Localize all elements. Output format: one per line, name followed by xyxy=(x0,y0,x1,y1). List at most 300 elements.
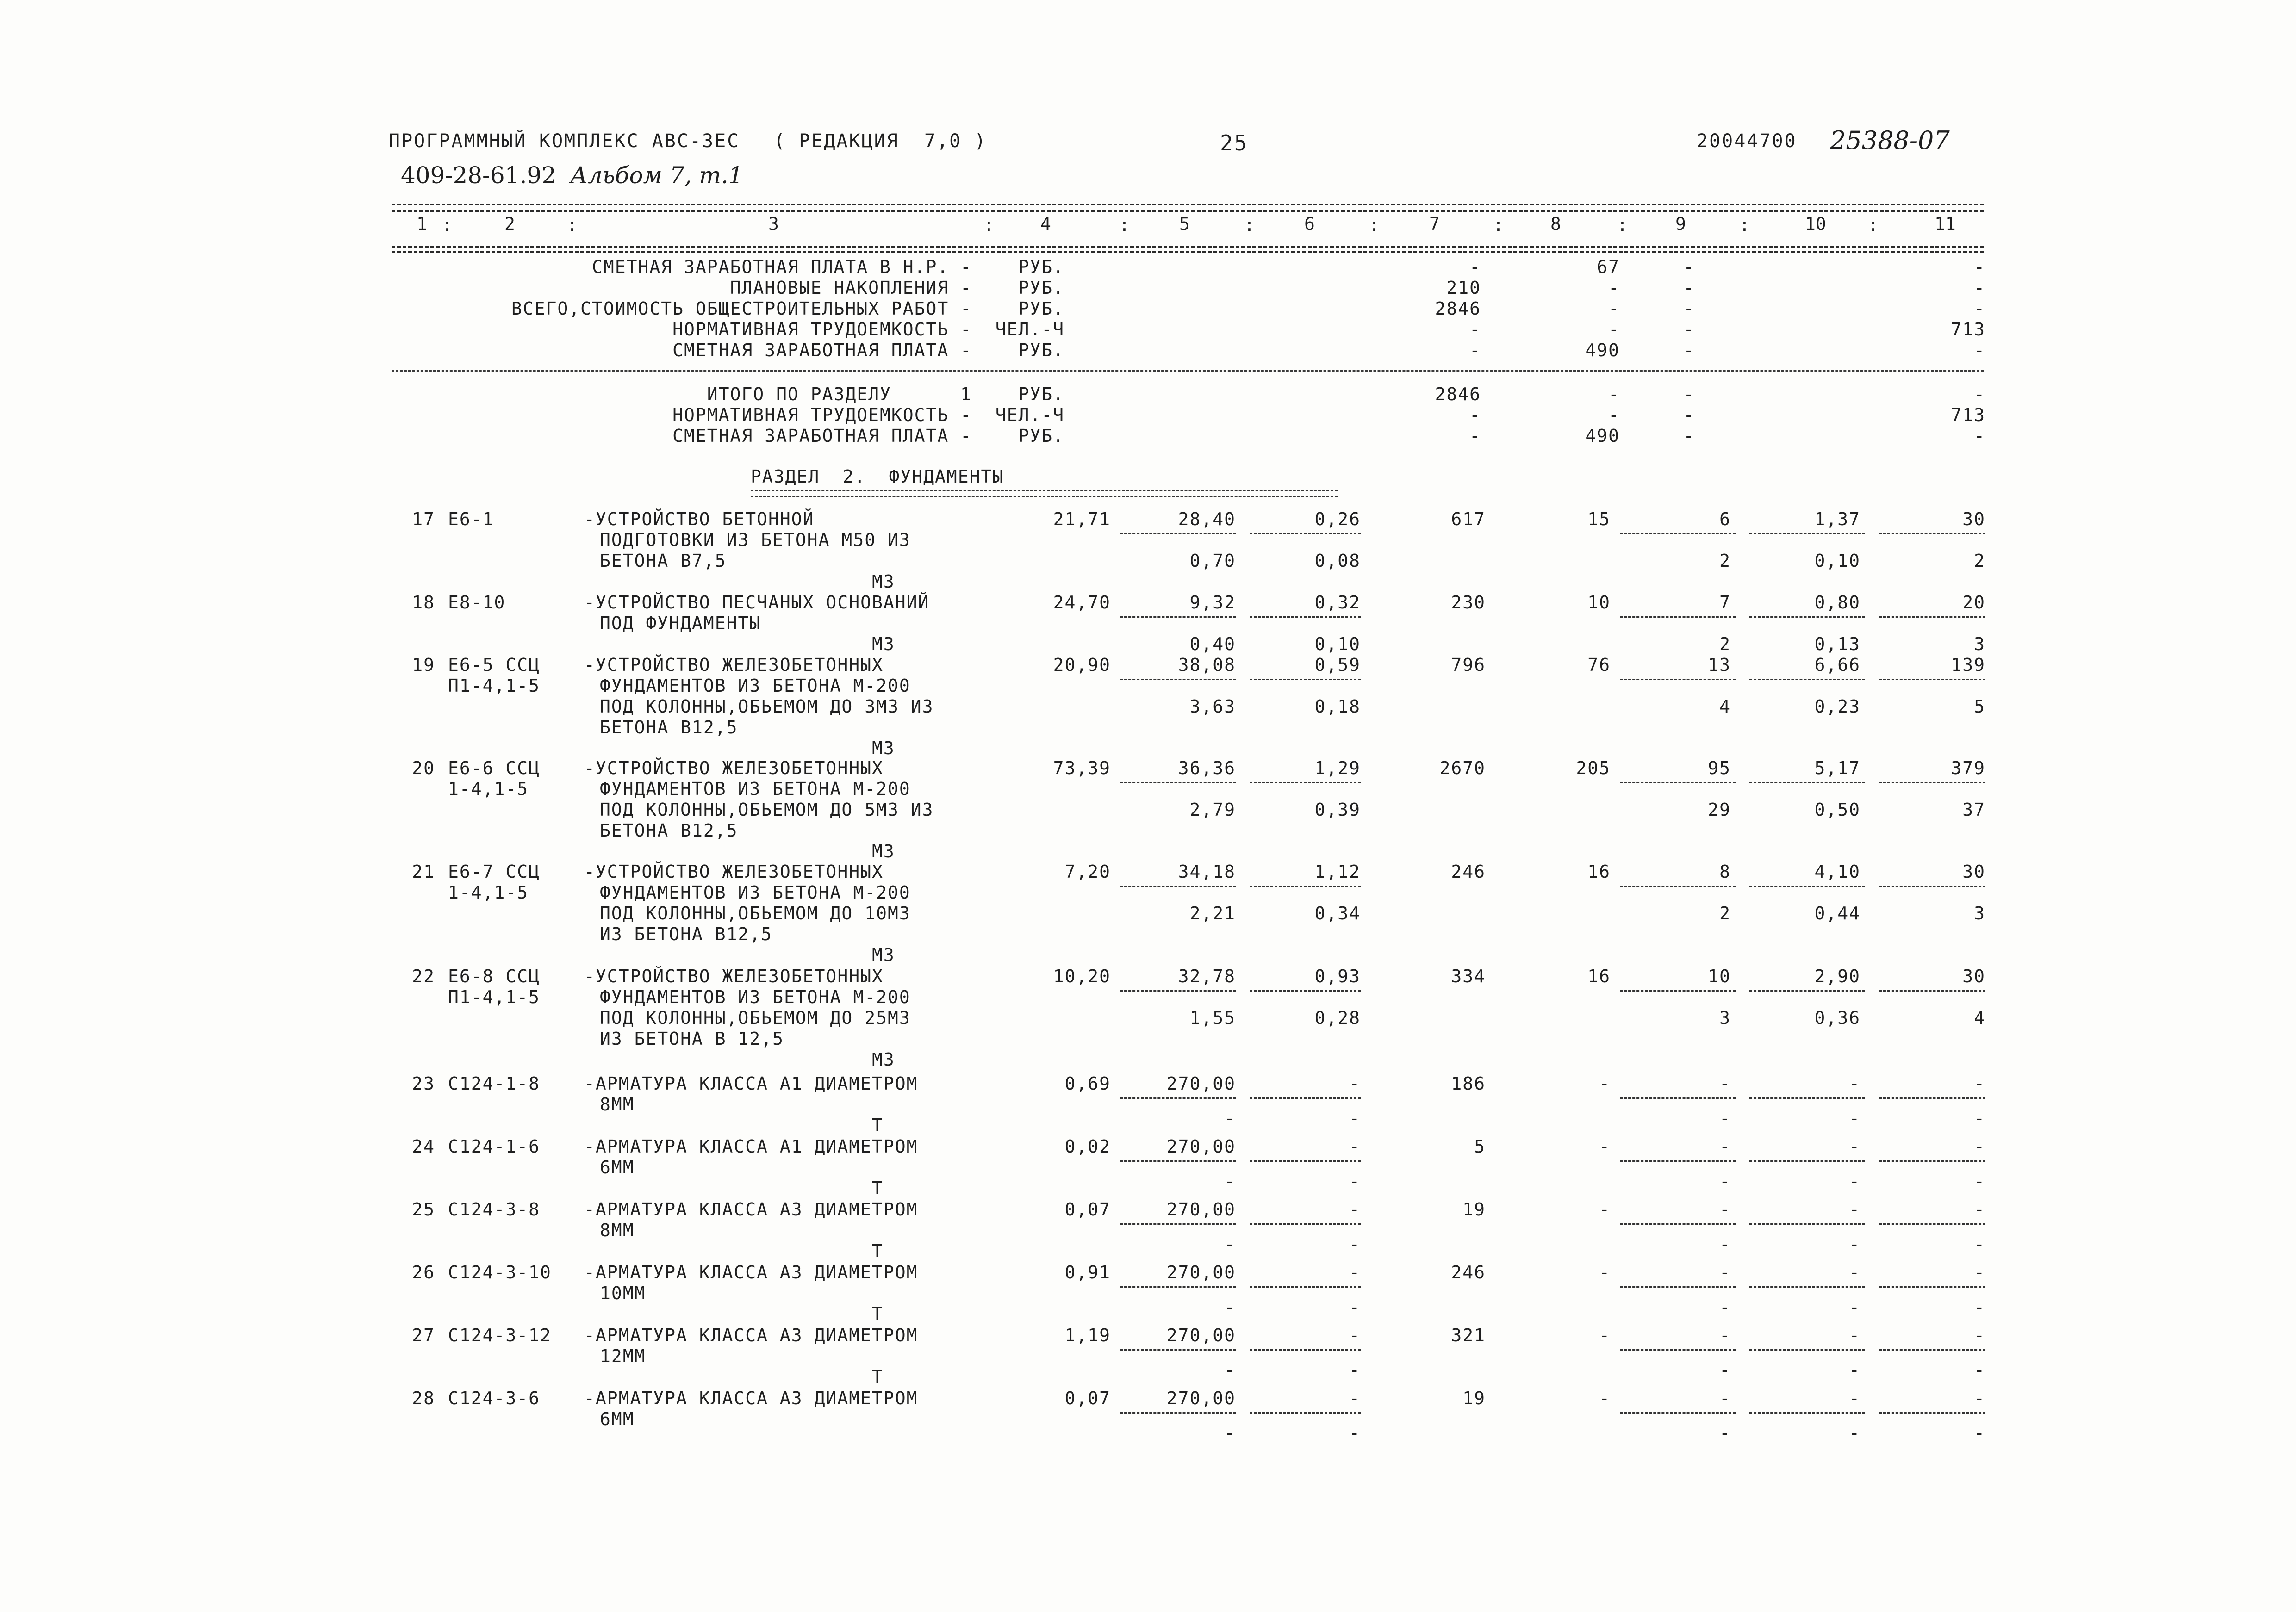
row-col9-lower: - xyxy=(1719,1360,1731,1380)
summary-col11: 713 xyxy=(1951,319,1985,340)
row-col5-lower: - xyxy=(1224,1171,1236,1191)
row-col11-upper: 30 xyxy=(1962,509,1985,529)
row-col6-divider xyxy=(1250,886,1361,887)
row-description: ПОД КОЛОННЫ,ОБЬЕМОМ ДО 5М3 ИЗ xyxy=(600,800,934,820)
row-col8: 16 xyxy=(1587,966,1611,986)
header-top-rule xyxy=(392,204,1984,205)
row-col11-lower: - xyxy=(1974,1423,1985,1443)
row-col6-divider xyxy=(1250,1412,1361,1414)
row-col4-quantity: 10,20 xyxy=(1053,966,1111,986)
row-col11-divider xyxy=(1879,990,1985,992)
row-col5-divider xyxy=(1120,990,1236,992)
row-col5-divider xyxy=(1120,1349,1236,1351)
summary-col9: - xyxy=(1683,278,1695,298)
column-separator: : xyxy=(1739,215,1750,235)
row-description: 12ММ xyxy=(600,1346,646,1366)
row-number: 17 xyxy=(412,509,435,529)
summary-unit: РУБ. xyxy=(1018,257,1064,277)
section-title: РАЗДЕЛ 2. ФУНДАМЕНТЫ xyxy=(751,466,1004,487)
row-col6-upper: - xyxy=(1349,1388,1361,1408)
row-col8: - xyxy=(1599,1325,1611,1345)
row-code: Е8-10 xyxy=(448,592,506,613)
row-col9-upper: 13 xyxy=(1708,655,1731,675)
row-col9-divider xyxy=(1620,1097,1736,1099)
row-col10-divider xyxy=(1749,1412,1865,1414)
row-unit: М3 xyxy=(872,738,895,758)
header-bottom-rule xyxy=(392,246,1984,248)
row-description: -УСТРОЙСТВО ЖЕЛЕЗОБЕТОННЫХ xyxy=(584,758,884,778)
row-unit: М3 xyxy=(872,1049,895,1070)
row-col9-lower: - xyxy=(1719,1171,1731,1191)
summary-col11: - xyxy=(1974,340,1985,360)
summary-col8: 67 xyxy=(1597,257,1620,277)
row-col5-upper: 38,08 xyxy=(1178,655,1236,675)
row-unit: М3 xyxy=(872,945,895,965)
row-col9-divider xyxy=(1620,1412,1736,1414)
summary-label: СМЕТНАЯ ЗАРАБОТНАЯ ПЛАТА - xyxy=(672,340,972,360)
row-col11-lower: 4 xyxy=(1974,1008,1985,1028)
row-col4-quantity: 0,69 xyxy=(1064,1073,1111,1094)
row-col10-lower: 0,50 xyxy=(1814,800,1860,820)
header-bottom-rule-2 xyxy=(392,251,1984,253)
row-description: -АРМАТУРА КЛАССА А3 ДИАМЕТРОМ xyxy=(584,1388,918,1408)
row-col10-upper: - xyxy=(1849,1073,1860,1094)
row-col6-divider xyxy=(1250,616,1361,618)
row-description: ФУНДАМЕНТОВ ИЗ БЕТОНА М-200 xyxy=(600,987,911,1007)
row-col11-divider xyxy=(1879,886,1985,887)
row-col9-lower: - xyxy=(1719,1423,1731,1443)
row-col5-upper: 270,00 xyxy=(1166,1262,1236,1283)
row-col5-lower: 2,21 xyxy=(1189,903,1236,924)
row-description: БЕТОНА В7,5 xyxy=(600,551,727,571)
summary-label: ПЛАНОВЫЕ НАКОПЛЕНИЯ - xyxy=(730,278,972,298)
summary-col8: - xyxy=(1608,278,1620,298)
row-description: ПОД КОЛОННЫ,ОБЬЕМОМ ДО 10М3 xyxy=(600,903,911,924)
row-col9-upper: 10 xyxy=(1708,966,1731,986)
row-col6-divider xyxy=(1250,1349,1361,1351)
row-col5-upper: 270,00 xyxy=(1166,1136,1236,1157)
row-description: -УСТРОЙСТВО ЖЕЛЕЗОБЕТОННЫХ xyxy=(584,966,884,986)
summary-col8: - xyxy=(1608,298,1620,319)
row-col10-divider xyxy=(1749,1349,1865,1351)
summary-col8: - xyxy=(1608,405,1620,425)
column-number-8: 8 xyxy=(1550,214,1561,234)
row-col10-lower: - xyxy=(1849,1360,1860,1380)
summary-col7: - xyxy=(1469,257,1481,277)
row-description: ФУНДАМЕНТОВ ИЗ БЕТОНА М-200 xyxy=(600,676,911,696)
row-col10-lower: - xyxy=(1849,1423,1860,1443)
row-col8: 205 xyxy=(1576,758,1611,778)
row-code: 1-4,1-5 xyxy=(448,779,529,799)
row-col5-divider xyxy=(1120,1160,1236,1162)
row-col6-divider xyxy=(1250,679,1361,680)
row-number: 25 xyxy=(412,1199,435,1220)
summary-unit: РУБ. xyxy=(1018,384,1064,404)
summary-col11: - xyxy=(1974,384,1985,404)
row-description: БЕТОНА В12,5 xyxy=(600,717,738,738)
row-col10-upper: - xyxy=(1849,1199,1860,1220)
row-code: С124-3-8 xyxy=(448,1199,541,1220)
row-col4-quantity: 21,71 xyxy=(1053,509,1111,529)
row-col5-divider xyxy=(1120,616,1236,618)
column-separator: : xyxy=(567,215,578,235)
row-col5-divider xyxy=(1120,1412,1236,1414)
row-code: С124-3-6 xyxy=(448,1388,541,1408)
row-col4-quantity: 1,19 xyxy=(1064,1325,1111,1345)
row-col6-upper: 1,29 xyxy=(1314,758,1361,778)
page-number: 25 xyxy=(1220,130,1249,155)
row-col10-divider xyxy=(1749,1097,1865,1099)
row-col7-total: 19 xyxy=(1462,1199,1486,1220)
row-col8: 15 xyxy=(1587,509,1611,529)
row-col5-upper: 32,78 xyxy=(1178,966,1236,986)
row-col7-total: 796 xyxy=(1451,655,1486,675)
row-unit: Т xyxy=(872,1178,884,1198)
row-col11-upper: 139 xyxy=(1951,655,1985,675)
row-unit: Т xyxy=(872,1367,884,1387)
row-col10-divider xyxy=(1749,616,1865,618)
row-code: 1-4,1-5 xyxy=(448,882,529,903)
summary-col9: - xyxy=(1683,340,1695,360)
row-col5-upper: 270,00 xyxy=(1166,1325,1236,1345)
row-code: Е6-7 ССЦ xyxy=(448,862,541,882)
row-col9-upper: - xyxy=(1719,1325,1731,1345)
row-col4-quantity: 0,02 xyxy=(1064,1136,1111,1157)
row-col9-divider xyxy=(1620,990,1736,992)
row-col10-upper: 5,17 xyxy=(1814,758,1860,778)
row-description: 8ММ xyxy=(600,1220,635,1240)
row-number: 23 xyxy=(412,1073,435,1094)
row-col9-divider xyxy=(1620,886,1736,887)
row-col8: 76 xyxy=(1587,655,1611,675)
row-col5-upper: 270,00 xyxy=(1166,1199,1236,1220)
row-description: 6ММ xyxy=(600,1157,635,1178)
row-col6-divider xyxy=(1250,1160,1361,1162)
summary-unit: РУБ. xyxy=(1018,340,1064,360)
row-description: -АРМАТУРА КЛАССА А1 ДИАМЕТРОМ xyxy=(584,1136,918,1157)
row-description: ПОД КОЛОННЫ,ОБЬЕМОМ ДО 25М3 xyxy=(600,1008,911,1028)
row-code: С124-3-10 xyxy=(448,1262,552,1283)
row-col11-divider xyxy=(1879,616,1985,618)
row-col10-divider xyxy=(1749,886,1865,887)
row-col10-divider xyxy=(1749,782,1865,783)
row-col6-lower: - xyxy=(1349,1171,1361,1191)
row-col6-lower: - xyxy=(1349,1234,1361,1254)
summary-col7: - xyxy=(1469,426,1481,446)
row-col6-divider xyxy=(1250,782,1361,783)
summary-col11: - xyxy=(1974,426,1985,446)
row-col5-divider xyxy=(1120,1223,1236,1225)
doc-code: 20044700 xyxy=(1697,130,1797,152)
row-col9-lower: - xyxy=(1719,1108,1731,1128)
row-description: ИЗ БЕТОНА В12,5 xyxy=(600,924,773,944)
row-code: Е6-5 ССЦ xyxy=(448,655,541,675)
row-col10-divider xyxy=(1749,1223,1865,1225)
row-col11-upper: - xyxy=(1974,1136,1985,1157)
row-col8: 16 xyxy=(1587,862,1611,882)
row-col7-total: 2670 xyxy=(1439,758,1486,778)
row-col4-quantity: 0,07 xyxy=(1064,1199,1111,1220)
row-number: 19 xyxy=(412,655,435,675)
row-col7-total: 19 xyxy=(1462,1388,1486,1408)
row-code: С124-1-6 xyxy=(448,1136,541,1157)
row-col9-upper: - xyxy=(1719,1199,1731,1220)
row-unit: Т xyxy=(872,1241,884,1261)
row-code: П1-4,1-5 xyxy=(448,987,541,1007)
row-col6-divider xyxy=(1250,1223,1361,1225)
column-number-1: 1 xyxy=(417,214,427,234)
row-col6-lower: - xyxy=(1349,1108,1361,1128)
row-col9-upper: - xyxy=(1719,1262,1731,1283)
row-col6-upper: 0,93 xyxy=(1314,966,1361,986)
row-col11-upper: 20 xyxy=(1962,592,1985,613)
row-col11-divider xyxy=(1879,1412,1985,1414)
row-col9-lower: 2 xyxy=(1719,551,1731,571)
row-col6-lower: 0,39 xyxy=(1314,800,1361,820)
row-col10-lower: 0,10 xyxy=(1814,551,1860,571)
row-col9-divider xyxy=(1620,533,1736,534)
row-col6-divider xyxy=(1250,1097,1361,1099)
row-col7-total: 246 xyxy=(1451,1262,1486,1283)
project-ref-handwritten: 409-28-61.92 xyxy=(401,162,556,189)
row-col5-lower: 2,79 xyxy=(1189,800,1236,820)
row-col10-lower: - xyxy=(1849,1171,1860,1191)
column-number-7: 7 xyxy=(1429,214,1440,234)
row-col9-lower: 29 xyxy=(1708,800,1731,820)
row-col11-divider xyxy=(1879,1223,1985,1225)
row-col6-upper: - xyxy=(1349,1199,1361,1220)
row-col5-upper: 28,40 xyxy=(1178,509,1236,529)
row-col9-divider xyxy=(1620,616,1736,618)
row-col7-total: 617 xyxy=(1451,509,1486,529)
row-description: -УСТРОЙСТВО ЖЕЛЕЗОБЕТОННЫХ xyxy=(584,655,884,675)
header-top-rule-2 xyxy=(392,210,1984,212)
row-number: 24 xyxy=(412,1136,435,1157)
row-col10-upper: - xyxy=(1849,1262,1860,1283)
row-col10-divider xyxy=(1749,533,1865,534)
row-code: С124-3-12 xyxy=(448,1325,552,1345)
row-col4-quantity: 73,39 xyxy=(1053,758,1111,778)
column-number-2: 2 xyxy=(504,214,515,234)
row-col11-lower: 3 xyxy=(1974,634,1985,654)
row-col7-total: 246 xyxy=(1451,862,1486,882)
row-description: ИЗ БЕТОНА В 12,5 xyxy=(600,1029,784,1049)
row-col5-divider xyxy=(1120,533,1236,534)
row-col10-lower: - xyxy=(1849,1108,1860,1128)
row-unit: Т xyxy=(872,1115,884,1135)
row-unit: М3 xyxy=(872,571,895,592)
row-col6-upper: 0,32 xyxy=(1314,592,1361,613)
row-col9-upper: 95 xyxy=(1708,758,1731,778)
column-number-5: 5 xyxy=(1179,214,1190,234)
summary-label: СМЕТНАЯ ЗАРАБОТНАЯ ПЛАТА - xyxy=(672,426,972,446)
row-number: 26 xyxy=(412,1262,435,1283)
row-description: ФУНДАМЕНТОВ ИЗ БЕТОНА М-200 xyxy=(600,779,911,799)
doc-number-handwritten: 25388-07 xyxy=(1830,126,1950,155)
row-col9-divider xyxy=(1620,1349,1736,1351)
row-col9-upper: 6 xyxy=(1719,509,1731,529)
column-number-3: 3 xyxy=(768,214,779,234)
summary-col7: - xyxy=(1469,340,1481,360)
row-col11-upper: - xyxy=(1974,1388,1985,1408)
row-col11-upper: 30 xyxy=(1962,862,1985,882)
row-col10-lower: 0,36 xyxy=(1814,1008,1860,1028)
row-col11-lower: - xyxy=(1974,1234,1985,1254)
row-col5-upper: 9,32 xyxy=(1189,592,1236,613)
row-col5-lower: - xyxy=(1224,1423,1236,1443)
summary-col7: 2846 xyxy=(1435,298,1481,319)
row-col11-lower: - xyxy=(1974,1108,1985,1128)
row-col10-upper: - xyxy=(1849,1136,1860,1157)
column-number-6: 6 xyxy=(1304,214,1315,234)
row-col8: - xyxy=(1599,1136,1611,1157)
row-col4-quantity: 20,90 xyxy=(1053,655,1111,675)
row-col10-divider xyxy=(1749,990,1865,992)
row-col9-upper: - xyxy=(1719,1073,1731,1094)
row-col11-lower: - xyxy=(1974,1360,1985,1380)
row-col6-upper: - xyxy=(1349,1136,1361,1157)
summary-col7: 210 xyxy=(1446,278,1481,298)
row-unit: Т xyxy=(872,1304,884,1324)
summary-col7: - xyxy=(1469,405,1481,425)
row-col6-upper: 1,12 xyxy=(1314,862,1361,882)
row-description: -УСТРОЙСТВО ЖЕЛЕЗОБЕТОННЫХ xyxy=(584,862,884,882)
row-col11-divider xyxy=(1879,1097,1985,1099)
column-separator: : xyxy=(1493,215,1504,235)
row-col8: - xyxy=(1599,1073,1611,1094)
row-description: 10ММ xyxy=(600,1283,646,1303)
row-col5-upper: 36,36 xyxy=(1178,758,1236,778)
summary-divider xyxy=(392,370,1984,372)
row-col11-divider xyxy=(1879,782,1985,783)
row-col11-upper: - xyxy=(1974,1073,1985,1094)
row-col9-divider xyxy=(1620,782,1736,783)
row-col7-total: 230 xyxy=(1451,592,1486,613)
row-col8: 10 xyxy=(1587,592,1611,613)
row-col11-lower: - xyxy=(1974,1297,1985,1317)
row-col10-lower: - xyxy=(1849,1234,1860,1254)
row-col4-quantity: 0,07 xyxy=(1064,1388,1111,1408)
program-title: ПРОГРАММНЫЙ КОМПЛЕКС АВС-3ЕС xyxy=(389,130,740,152)
summary-col11: 713 xyxy=(1951,405,1985,425)
row-col6-upper: - xyxy=(1349,1073,1361,1094)
row-unit: М3 xyxy=(872,841,895,862)
row-description: ФУНДАМЕНТОВ ИЗ БЕТОНА М-200 xyxy=(600,882,911,903)
row-description: ПОД ФУНДАМЕНТЫ xyxy=(600,613,761,633)
row-col6-lower: - xyxy=(1349,1297,1361,1317)
summary-label: СМЕТНАЯ ЗАРАБОТНАЯ ПЛАТА В Н.Р. - xyxy=(592,257,972,277)
row-col6-upper: - xyxy=(1349,1262,1361,1283)
summary-unit: РУБ. xyxy=(1018,278,1064,298)
row-col9-divider xyxy=(1620,1160,1736,1162)
row-col11-divider xyxy=(1879,679,1985,680)
row-col9-upper: 7 xyxy=(1719,592,1731,613)
section-title-underline xyxy=(751,490,1338,497)
row-code: С124-1-8 xyxy=(448,1073,541,1094)
row-code: Е6-8 ССЦ xyxy=(448,966,541,986)
row-col11-upper: - xyxy=(1974,1199,1985,1220)
row-description: ПОДГОТОВКИ ИЗ БЕТОНА М50 ИЗ xyxy=(600,530,911,550)
row-col5-upper: 270,00 xyxy=(1166,1073,1236,1094)
row-col10-upper: - xyxy=(1849,1325,1860,1345)
column-number-11: 11 xyxy=(1935,214,1956,234)
row-col4-quantity: 7,20 xyxy=(1064,862,1111,882)
row-col5-lower: - xyxy=(1224,1234,1236,1254)
row-col10-lower: 0,23 xyxy=(1814,696,1860,717)
row-col10-lower: 0,13 xyxy=(1814,634,1860,654)
row-col9-lower: - xyxy=(1719,1234,1731,1254)
row-col11-lower: 5 xyxy=(1974,696,1985,717)
summary-col8: 490 xyxy=(1585,340,1620,360)
row-col11-upper: 30 xyxy=(1962,966,1985,986)
summary-unit: РУБ. xyxy=(1018,426,1064,446)
row-col6-divider xyxy=(1250,1286,1361,1288)
summary-col8: 490 xyxy=(1585,426,1620,446)
row-col11-divider xyxy=(1879,1160,1985,1162)
summary-col7: 2846 xyxy=(1435,384,1481,404)
row-col5-lower: 1,55 xyxy=(1189,1008,1236,1028)
row-col5-upper: 34,18 xyxy=(1178,862,1236,882)
row-col6-upper: - xyxy=(1349,1325,1361,1345)
column-separator: : xyxy=(1369,215,1380,235)
row-col10-upper: 6,66 xyxy=(1814,655,1860,675)
column-number-10: 10 xyxy=(1805,214,1826,234)
row-description: БЕТОНА В12,5 xyxy=(600,820,738,841)
row-col9-divider xyxy=(1620,1223,1736,1225)
row-col4-quantity: 0,91 xyxy=(1064,1262,1111,1283)
row-col11-lower: - xyxy=(1974,1171,1985,1191)
row-col5-divider xyxy=(1120,1097,1236,1099)
row-number: 28 xyxy=(412,1388,435,1408)
row-description: 6ММ xyxy=(600,1409,635,1429)
row-col4-quantity: 24,70 xyxy=(1053,592,1111,613)
row-description: -АРМАТУРА КЛАССА А3 ДИАМЕТРОМ xyxy=(584,1325,918,1345)
row-col8: - xyxy=(1599,1388,1611,1408)
row-col6-upper: 0,26 xyxy=(1314,509,1361,529)
row-col10-divider xyxy=(1749,679,1865,680)
row-col9-lower: 4 xyxy=(1719,696,1731,717)
row-col5-divider xyxy=(1120,1286,1236,1288)
row-number: 21 xyxy=(412,862,435,882)
row-col5-divider xyxy=(1120,782,1236,783)
row-col7-total: 321 xyxy=(1451,1325,1486,1345)
row-col6-divider xyxy=(1250,533,1361,534)
row-col6-lower: - xyxy=(1349,1423,1361,1443)
summary-col8: - xyxy=(1608,384,1620,404)
column-separator: : xyxy=(442,215,453,235)
summary-col7: - xyxy=(1469,319,1481,340)
row-col10-lower: 0,44 xyxy=(1814,903,1860,924)
row-col11-upper: - xyxy=(1974,1262,1985,1283)
row-col9-lower: - xyxy=(1719,1297,1731,1317)
row-col6-divider xyxy=(1250,990,1361,992)
row-code: П1-4,1-5 xyxy=(448,676,541,696)
row-col5-lower: - xyxy=(1224,1360,1236,1380)
row-description: -АРМАТУРА КЛАССА А3 ДИАМЕТРОМ xyxy=(584,1262,918,1283)
row-col11-divider xyxy=(1879,1286,1985,1288)
row-col9-divider xyxy=(1620,1286,1736,1288)
row-col10-divider xyxy=(1749,1160,1865,1162)
row-col11-lower: 3 xyxy=(1974,903,1985,924)
row-col8: - xyxy=(1599,1262,1611,1283)
row-number: 20 xyxy=(412,758,435,778)
row-col7-total: 186 xyxy=(1451,1073,1486,1094)
summary-label: НОРМАТИВНАЯ ТРУДОЕМКОСТЬ - xyxy=(672,319,972,340)
row-col11-divider xyxy=(1879,1349,1985,1351)
row-col9-upper: 8 xyxy=(1719,862,1731,882)
summary-col9: - xyxy=(1683,384,1695,404)
row-col9-lower: 2 xyxy=(1719,634,1731,654)
